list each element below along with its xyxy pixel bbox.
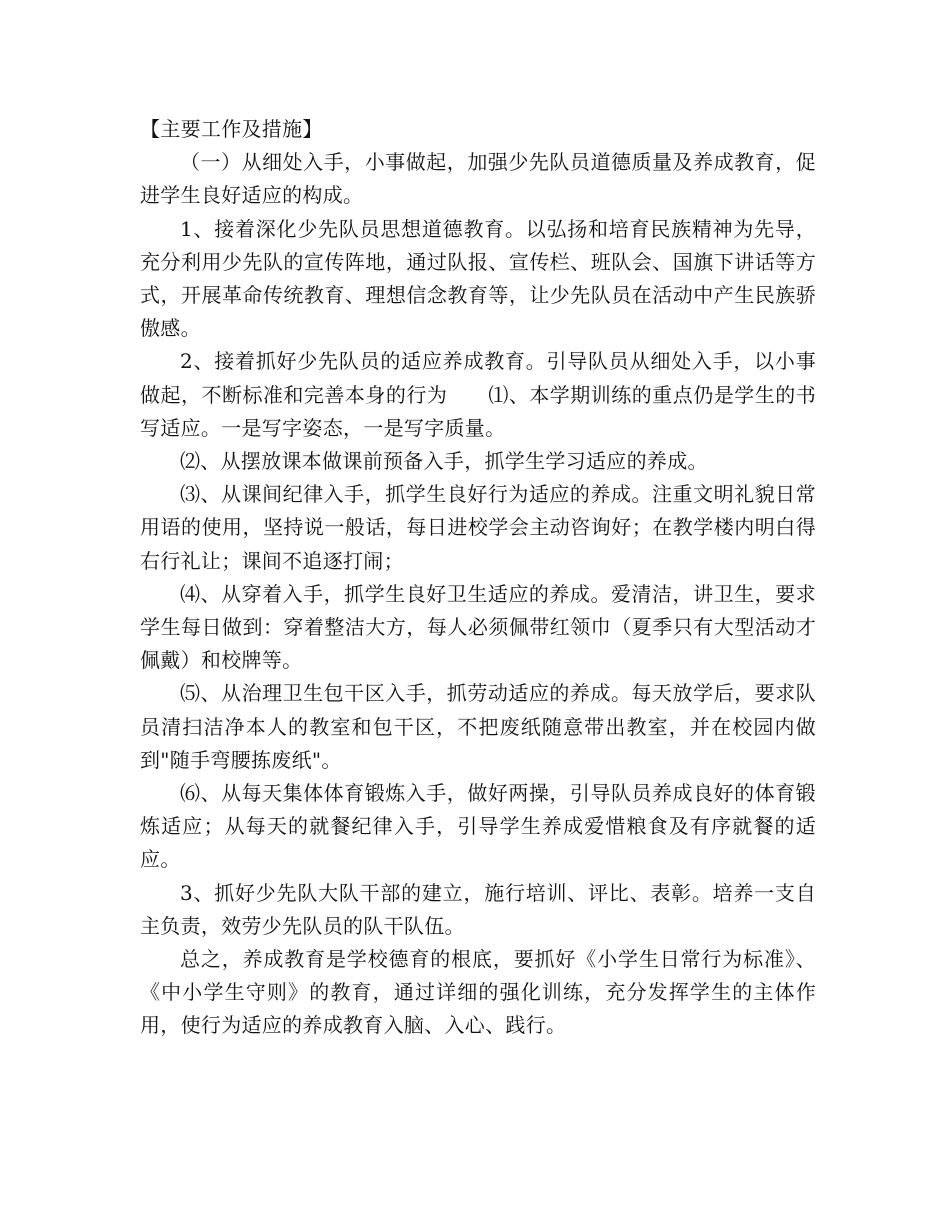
section-heading: 【主要工作及措施】 [140,117,323,141]
paragraph-1: （一）从细处入手，小事做起，加强少先队员道德质量及养成教育，促进学生良好适应的构成。 [140,150,816,208]
paragraph-3: 2、接着抓好少先队员的适应养成教育。引导队员从细处入手，以小事做起，不断标准和完善本身的行为 ⑴、本学期训练的重点仍是学生的书写适应。一是写字姿态，一是写字质量。 [140,349,816,440]
paragraph-4: ⑵、从摆放课本做课前预备入手，抓学生学习适应的养成。 [180,449,708,474]
paragraph-5: ⑶、从课间纪律入手，抓学生良好行为适应的养成。注重文明礼貌日常用语的使用，坚持说一般话，每日进校学会主动咨询好；在教学楼内明白得右行礼让；课间不追逐打闹； [140,482,816,573]
document-body [140,113,816,1043]
paragraph-9: 3、抓好少先队大队干部的建立，施行培训、评比、表彰。培养一支自主负责，效劳少先队员的队干队伍。 [140,880,816,938]
paragraph-2: 1、接着深化少先队员思想道德教育。以弘扬和培育民族精神为先导，充分利用少先队的宣传阵地，通过队报、宣传栏、班队会、国旗下讲话等方式，开展革命传统教育、理想信念教育等，让少先队员在活动中产生民族骄傲感。 [140,216,816,341]
paragraph-10: 总之，养成教育是学校德育的根底，要抓好《小学生日常行为标准》、《中小学生守则》的教育，通过详细的强化训练，充分发挥学生的主体作用，使行为适应的养成教育入脑、入心、践行。 [140,947,816,1038]
paragraph-6: ⑷、从穿着入手，抓学生良好卫生适应的养成。爱清洁，讲卫生，要求学生每日做到：穿着整洁大方，每人必须佩带红领巾（夏季只有大型活动才佩戴）和校牌等。 [140,581,816,673]
paragraph-8: ⑹、从每天集体体育锻炼入手，做好两操，引导队员养成良好的体育锻炼适应；从每天的就餐纪律入手，引导学生养成爱惜粮食及有序就餐的适应。 [140,781,816,872]
paragraph-7: ⑸、从治理卫生包干区入手，抓劳动适应的养成。每天放学后，要求队员清扫洁净本人的教室和包干区，不把废纸随意带出教室，并在校园内做到"随手弯腰拣废纸"。 [140,681,816,772]
